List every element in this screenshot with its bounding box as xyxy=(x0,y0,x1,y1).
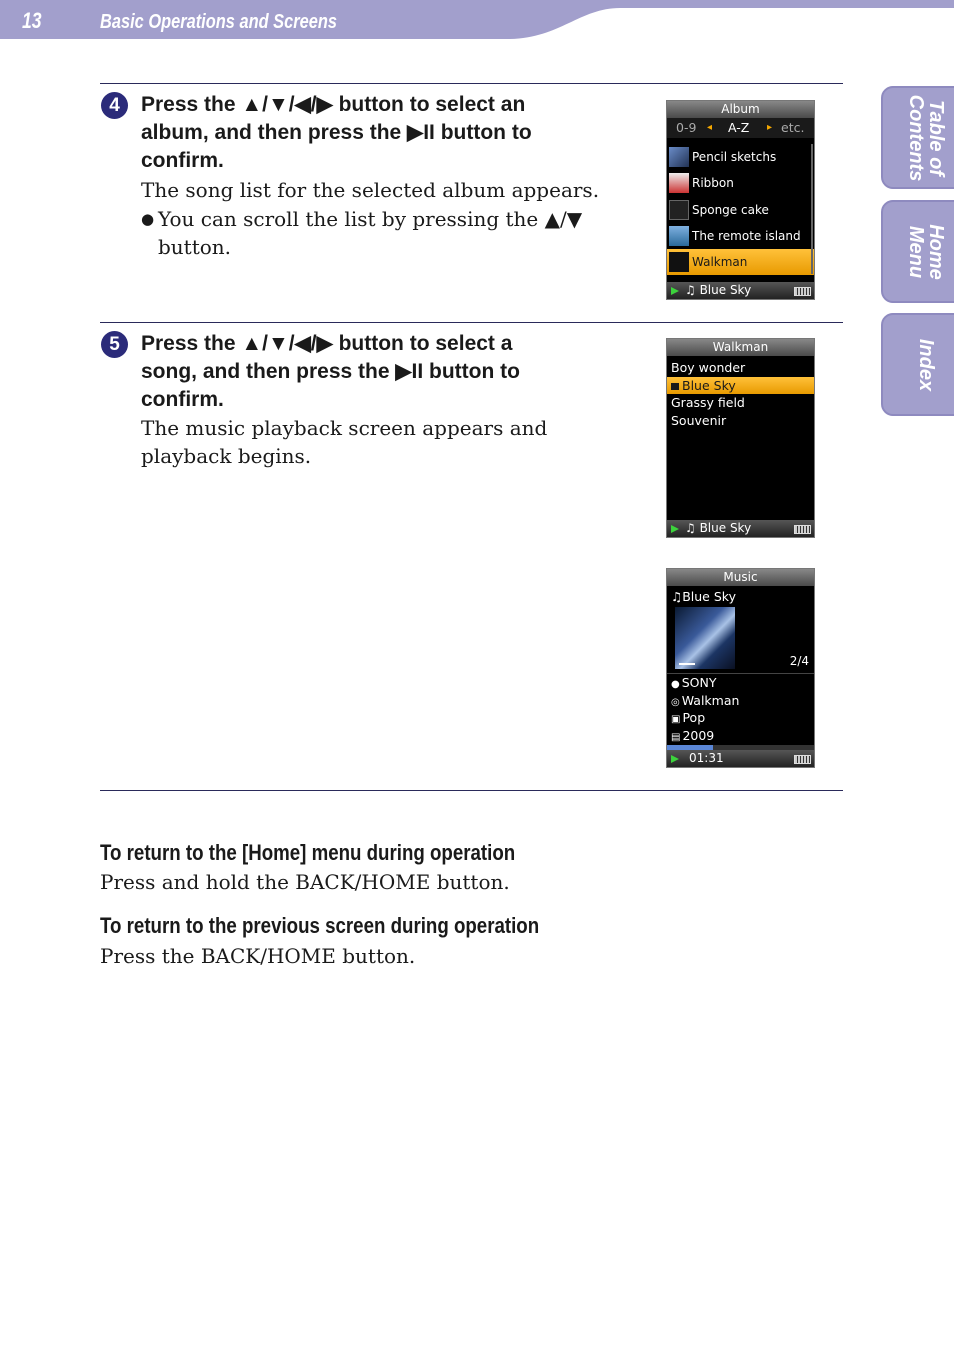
song-item[interactable]: Souvenir xyxy=(671,413,727,428)
section-title: Basic Operations and Screens xyxy=(100,11,337,33)
song-item-selected[interactable]: Blue Sky xyxy=(667,377,814,394)
tab-table-of-contents[interactable] xyxy=(881,86,954,189)
screen-title: Walkman xyxy=(667,339,814,356)
album-item-selected[interactable]: Walkman xyxy=(667,249,814,275)
divider-bottom xyxy=(100,790,843,791)
album-art-thumb xyxy=(669,147,689,167)
year-row: ▤ 2009 xyxy=(671,728,715,743)
index-right-arrow: ▸ xyxy=(767,122,773,133)
step-5-number: 5 xyxy=(101,331,128,358)
album-row: ◎ Walkman xyxy=(671,693,740,708)
screen-title: Album xyxy=(667,101,814,118)
index-center: A-Z xyxy=(728,120,750,135)
album-art-thumb xyxy=(669,173,689,193)
status-bar: 01:31 xyxy=(667,750,814,767)
index-left-arrow: ◂ xyxy=(707,122,713,133)
index-left: 0-9 xyxy=(676,120,697,135)
play-icon xyxy=(671,287,679,295)
screen-title: Music xyxy=(667,569,814,586)
step-4-bullet-text: You can scroll the list by pressing the ▲/▼ button. xyxy=(158,207,583,259)
walkman-logo-icon xyxy=(679,657,695,665)
step-4-number: 4 xyxy=(101,92,128,119)
alpha-index-bar xyxy=(667,118,814,138)
tab-index[interactable] xyxy=(881,313,954,416)
tab-home-menu[interactable] xyxy=(881,200,954,303)
song-item[interactable]: Grassy field xyxy=(671,395,745,410)
step-5-heading: Press the ▲/▼/◀/▶ button to select a song, and then press the ▶II button to confirm. xyxy=(141,332,520,411)
battery-icon xyxy=(794,525,811,534)
screen-music-playback xyxy=(666,568,815,768)
album-item[interactable]: Ribbon xyxy=(667,170,814,196)
step-4-heading: Press the ▲/▼/◀/▶ button to select an album, and then press the ▶II button to confirm. xyxy=(141,93,532,172)
genre-icon: ▣ xyxy=(671,714,681,725)
status-bar: ♫ Blue Sky xyxy=(667,520,814,537)
track-counter: 2/4 xyxy=(789,654,809,668)
status-bar: ♫ Blue Sky xyxy=(667,282,814,299)
album-item[interactable]: Sponge cake xyxy=(667,197,814,223)
battery-icon xyxy=(794,755,811,764)
screen-song-list xyxy=(666,338,815,538)
page-header xyxy=(0,0,954,40)
album-art-thumb xyxy=(669,226,689,246)
play-icon xyxy=(671,755,679,763)
album-art-thumb xyxy=(669,252,689,272)
tab-index-label: Index xyxy=(915,338,937,391)
year-icon: ▤ xyxy=(671,732,681,743)
index-right: etc. xyxy=(781,120,805,135)
album-art-thumb xyxy=(669,200,689,220)
page-number: 13 xyxy=(22,8,42,33)
step-5-body: The music playback screen appears and playback begins. xyxy=(141,416,548,468)
genre-row: ▣ Pop xyxy=(671,710,706,725)
tab-home-menu-label: Home Menu xyxy=(905,223,947,280)
song-title: ♫Blue Sky xyxy=(671,589,736,604)
tab-table-of-contents-label: Table of Contents xyxy=(905,94,947,181)
song-item[interactable]: Boy wonder xyxy=(671,360,746,375)
bullet-dot: ● xyxy=(141,210,155,228)
album-item[interactable]: Pencil sketchs xyxy=(667,144,814,170)
scrollbar[interactable] xyxy=(811,144,813,274)
playing-indicator-icon xyxy=(671,383,679,390)
battery-icon xyxy=(794,287,811,296)
tip-2-heading: To return to the previous screen during operation xyxy=(100,913,540,938)
tip-1-heading: To return to the [Home] menu during operation xyxy=(100,840,516,865)
divider-middle xyxy=(100,322,843,323)
album-icon: ◎ xyxy=(671,697,680,708)
album-art xyxy=(675,607,735,669)
artist-row: ● SONY xyxy=(671,675,717,690)
step-4-body: The song list for the selected album appears. xyxy=(141,178,600,202)
album-item[interactable]: The remote island xyxy=(667,223,814,249)
play-icon xyxy=(671,525,679,533)
divider-top xyxy=(100,83,843,84)
tip-2-body: Press the BACK/HOME button. xyxy=(100,944,416,968)
tip-1-body: Press and hold the BACK/HOME button. xyxy=(100,870,510,894)
artist-icon: ● xyxy=(671,679,680,690)
screen-album-list xyxy=(666,100,815,300)
